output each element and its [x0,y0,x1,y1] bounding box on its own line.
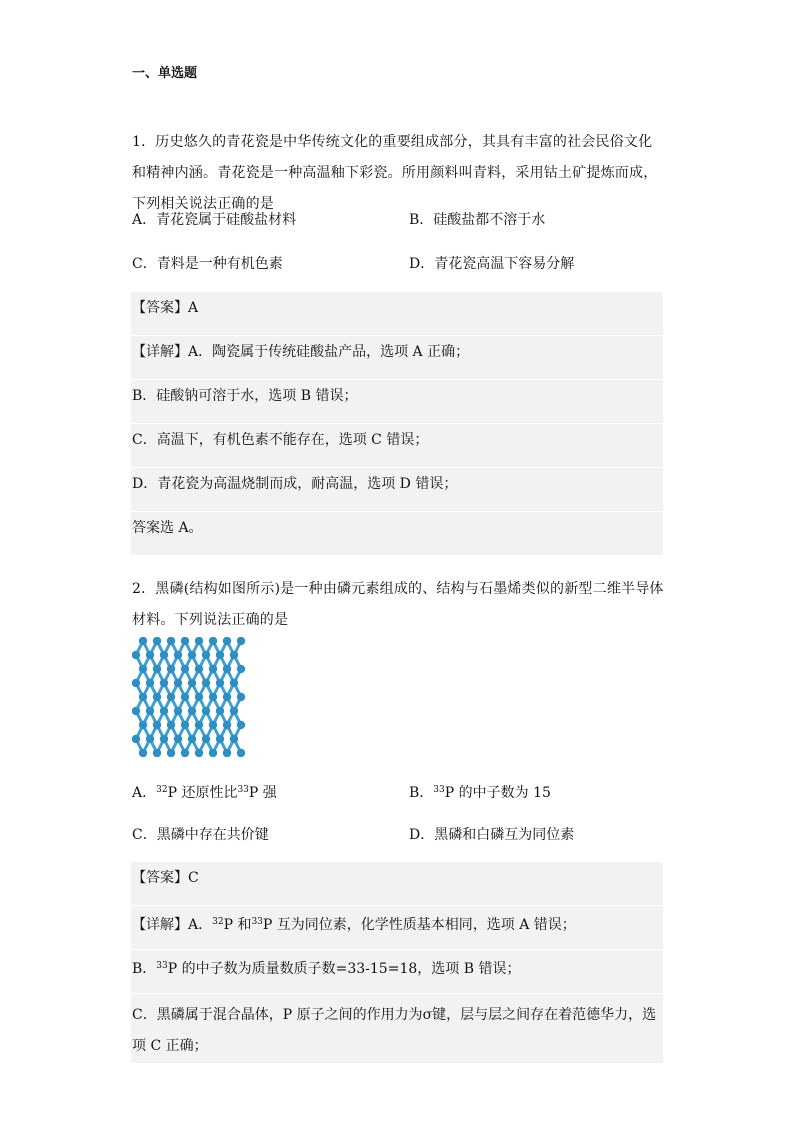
q1-detail-line: A．陶瓷属于传统硅酸盐产品，选项 A 正确； [188,344,470,360]
phosphorus-atom [230,651,238,659]
question-2-stem: 2．黑磷(结构如图所示)是一种由磷元素组成的、结构与石墨烯类似的新型二维半导体材料。下列说法正确的是 [132,581,664,628]
phosphorus-atom [209,693,217,701]
phosphorus-atom [195,693,203,701]
phosphorus-atom [223,637,231,645]
phosphorus-atom [146,679,154,687]
phosphorus-atom [216,735,224,743]
q1-detail-row-c: C．高温下，有机色素不能存在，选项 C 错误； [131,424,663,468]
q1-answer-row [131,292,663,336]
phosphorus-atom [139,721,147,729]
phosphorus-atom [174,651,182,659]
phosphorus-atom [188,707,196,715]
q2-answer-row [131,862,663,906]
phosphorus-atom [139,693,147,701]
phosphorus-atom [146,651,154,659]
phosphorus-atom [174,679,182,687]
phosphorus-atom [132,679,140,687]
q2-option-b: B．$^{33}$P 的中子数为 15 [409,785,551,801]
phosphorus-atom [181,637,189,645]
phosphorus-atom [230,735,238,743]
phosphorus-atom [181,665,189,673]
q2-option-a: A．$^{32}$P 还原性比$^{33}$P 强 [132,785,277,801]
phosphorus-atom [195,665,203,673]
question-1-stem: 1．历史悠久的青花瓷是中华传统文化的重要组成部分，其具有丰富的社会民俗文化和精神内涵。青花瓷是一种高温釉下彩瓷。所用颜料叫青料，采用钴土矿提炼而成，下列相关说法正确的是 [132,134,658,212]
phosphorus-atom [146,707,154,715]
q1-detail-row-b: B．硅酸钠可溶于水，选项 B 错误； [131,380,663,424]
phosphorus-atom [202,707,210,715]
q2-detail-row-a: 【详解】A．$^{32}$P 和$^{33}$P 互为同位素，化学性质基本相同，选项 A 错误； [131,906,663,950]
phosphorus-atom [237,637,245,645]
phosphorus-atom [188,679,196,687]
phosphorus-atom [132,707,140,715]
phosphorus-atom [195,721,203,729]
phosphorus-atom [202,679,210,687]
phosphorus-atom [237,693,245,701]
phosphorus-atom [237,665,245,673]
black-phosphorus-structure-image [132,637,246,757]
phosphorus-atom [160,735,168,743]
phosphorus-atom [153,665,161,673]
phosphorus-atom [209,749,217,757]
q2-option-c: C．黑磷中存在共价键 [132,827,269,843]
phosphorus-atom [160,651,168,659]
q2-option-d: D．黑磷和白磷互为同位素 [409,827,575,843]
section-title: 一、单选题 [132,66,198,81]
q2-answer-box [131,862,663,1064]
phosphorus-atom [216,707,224,715]
phosphorus-atom [132,735,140,743]
phosphorus-atom [132,651,140,659]
q1-option-a: A．青花瓷属于硅酸盐材料 [132,212,297,228]
phosphorus-atom [160,707,168,715]
q1-answer-value: A [188,300,199,316]
phosphorus-atom [153,749,161,757]
q2-detail-row-c: C．黑磷属于混合晶体，P 原子之间的作用力为σ键，层与层之间存在着范德华力，选项 C 正确； [131,994,663,1064]
phosphorus-atom [153,721,161,729]
phosphorus-atom [181,693,189,701]
phosphorus-atom [223,721,231,729]
q1-option-c: C．青料是一种有机色素 [132,256,283,272]
phosphorus-atom [223,665,231,673]
q1-option-d: D．青花瓷高温下容易分解 [409,256,575,272]
phosphorus-atom [146,735,154,743]
phosphorus-atom [230,679,238,687]
phosphorus-atom [167,693,175,701]
phosphorus-atom [202,651,210,659]
lattice-atoms [132,637,245,757]
q1-detail-row-a [131,336,663,380]
phosphorus-atom [209,637,217,645]
phosphorus-atom [174,707,182,715]
detail-label: 【详解】 [132,344,188,360]
phosphorus-atom [167,721,175,729]
phosphorus-atom [223,749,231,757]
detail-label: 【详解】 [132,917,188,933]
answer-label: 【答案】 [132,870,188,886]
phosphorus-atom [237,721,245,729]
phosphorus-atom [153,637,161,645]
q1-answer-box [131,292,663,556]
phosphorus-atom [216,651,224,659]
q1-detail-row-d: D．青花瓷为高温烧制而成，耐高温，选项 D 错误； [131,468,663,512]
phosphorus-atom [188,651,196,659]
q1-option-b: B．硅酸盐都不溶于水 [409,212,546,228]
phosphorus-atom [167,749,175,757]
phosphorus-atom [139,749,147,757]
phosphorus-atom [188,735,196,743]
phosphorus-atom [230,707,238,715]
phosphorus-atom [209,721,217,729]
phosphorus-atom [195,637,203,645]
phosphorus-atom [195,749,203,757]
phosphorus-atom [202,735,210,743]
phosphorus-atom [181,749,189,757]
phosphorus-atom [174,735,182,743]
phosphorus-atom [160,679,168,687]
phosphorus-atom [139,637,147,645]
phosphorus-atom [181,721,189,729]
phosphorus-atom [139,665,147,673]
phosphorus-atom [153,693,161,701]
phosphorus-atom [167,637,175,645]
answer-label: 【答案】 [132,300,188,316]
phosphorus-atom [209,665,217,673]
q2-answer-value: C [188,870,199,886]
phosphorus-atom [167,665,175,673]
phosphorus-atom [223,693,231,701]
phosphorus-atom [237,749,245,757]
phosphorus-atom [216,679,224,687]
q1-conclusion-row: 答案选 A。 [131,512,663,556]
q2-detail-row-b: B．$^{33}$P 的中子数为质量数质子数=33-15=18，选项 B 错误； [131,950,663,994]
